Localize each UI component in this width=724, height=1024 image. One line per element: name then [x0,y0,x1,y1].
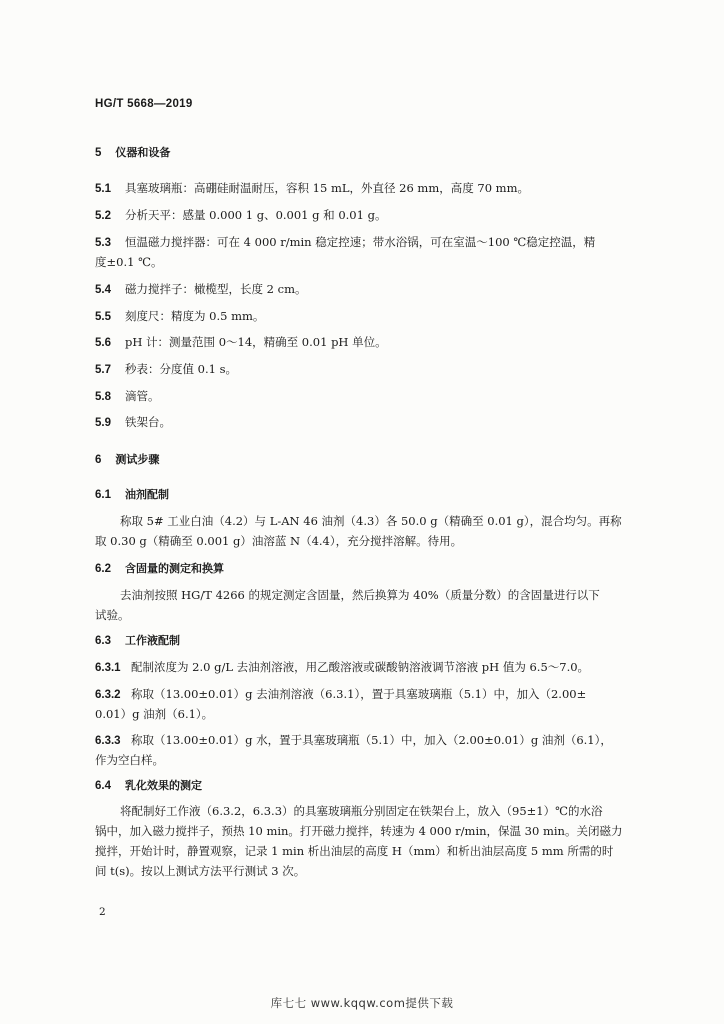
clause-6-3-2-cont: 0.01）g 油剂（6.1）。 [95,707,214,721]
clause-text: 滴管。 [125,389,160,403]
section-5-heading [95,145,170,160]
clause-number: 5.1 [95,183,111,195]
paragraph-6-2-line-2: 试验。 [95,608,130,622]
section-number: 6.3 [95,635,111,647]
clause-6-3-3-cont: 作为空白样。 [95,753,164,767]
clause-text: 配制浓度为 2.0 g/L 去油剂溶液，用乙酸溶液或碳酸钠溶液调节溶液 pH 值为 6.5～7.0。 [131,660,590,674]
footer-watermark[interactable]: 库七七 www.kqqw.com提供下载 [270,996,454,1010]
clause-5-6 [95,335,387,350]
clause-text: 称取（13.00±0.01）g 去油剂溶液（6.3.1），置于具塞玻璃瓶（5.1）中，加入（2.00± [131,687,587,701]
section-title: 含固量的测定和换算 [125,562,224,575]
clause-text: 刻度尺：精度为 0.5 mm。 [125,309,265,323]
clause-text: 铁架台。 [125,415,171,429]
section-number: 6 [95,454,102,466]
paragraph-6-4-line-4: 间 t(s)。按以上测试方法平行测试 3 次。 [95,864,306,878]
paragraph-6-4-line-1: 将配制好工作液（6.3.2，6.3.3）的具塞玻璃瓶分别固定在铁架台上，放入（95±1）℃的水浴 [120,804,603,818]
clause-5-4 [95,282,306,297]
clause-number: 6.3.3 [95,735,121,747]
section-6-2-heading [95,561,224,576]
clause-5-5 [95,309,264,324]
clause-number: 5.8 [95,391,111,403]
section-6-heading [95,452,159,467]
clause-number: 5.4 [95,284,111,296]
section-number: 6.2 [95,563,111,575]
section-title: 工作液配制 [125,634,180,647]
section-6-1-heading [95,487,169,502]
section-title: 测试步骤 [115,453,160,466]
clause-5-2 [95,208,386,223]
paragraph-6-2-line-1: 去油剂按照 HG/T 4266 的规定测定含固量，然后换算为 40%（质量分数）的含固量进行以下 [120,588,600,602]
clause-5-8 [95,389,160,404]
section-title: 乳化效果的测定 [125,779,202,792]
clause-6-3-1 [95,660,589,675]
clause-5-3 [95,235,595,250]
clause-5-9 [95,415,171,430]
section-6-4-heading [95,778,202,793]
clause-number: 5.6 [95,337,111,349]
clause-text: 称取（13.00±0.01）g 水，置于具塞玻璃瓶（5.1）中，加入（2.00±0.01）g 油剂（6.1）， [131,733,612,747]
clause-6-3-3 [95,733,612,748]
clause-text: 恒温磁力搅拌器：可在 4 000 r/min 稳定控速；带水浴锅，可在室温～100 ℃稳定控温，精 [125,235,596,249]
clause-number: 5.7 [95,364,111,376]
section-number: 5 [95,147,102,159]
clause-text: 具塞玻璃瓶：高硼硅耐温耐压，容积 15 mL，外直径 26 mm，高度 70 mm。 [125,181,529,195]
section-title: 油剂配制 [125,488,169,501]
clause-5-1 [95,181,529,196]
clause-number: 5.5 [95,311,111,323]
paragraph-6-1-line-1: 称取 5# 工业白油（4.2）与 L-AN 46 油剂（4.3）各 50.0 g（精确至 0.01 g），混合均匀。再称 [120,514,622,528]
clause-text: 秒表：分度值 0.1 s。 [125,362,238,376]
clause-text: 磁力搅拌子：橄榄型，长度 2 cm。 [125,282,307,296]
clause-number: 6.3.2 [95,689,121,701]
clause-number: 6.3.1 [95,662,121,674]
clause-number: 5.3 [95,237,111,249]
section-number: 6.4 [95,780,111,792]
paragraph-6-4-line-3: 搅拌，开始计时，静置观察，记录 1 min 析出油层的高度 H（mm）和析出油层高度 5 mm 所需的时 [95,844,614,858]
clause-5-3-cont: 度±0.1 ℃。 [95,255,163,269]
section-title: 仪器和设备 [115,146,171,159]
clause-6-3-2 [95,687,586,702]
paragraph-6-1-line-2: 取 0.30 g（精确至 0.001 g）油溶蓝 N（4.4），充分搅拌溶解。待用。 [95,534,463,548]
page-number: 2 [99,906,106,918]
clause-5-7 [95,362,237,377]
section-6-3-heading [95,633,180,648]
clause-number: 5.9 [95,417,111,429]
standard-code: HG/T 5668—2019 [95,98,193,110]
clause-number: 5.2 [95,210,111,222]
clause-text: pH 计：测量范围 0～14，精确至 0.01 pH 单位。 [125,335,387,349]
section-number: 6.1 [95,489,111,501]
paragraph-6-4-line-2: 锅中，加入磁力搅拌子，预热 10 min。打开磁力搅拌，转速为 4 000 r/min，保温 30 min。关闭磁力 [95,824,623,838]
clause-text: 分析天平：感量 0.000 1 g、0.001 g 和 0.01 g。 [125,208,387,222]
